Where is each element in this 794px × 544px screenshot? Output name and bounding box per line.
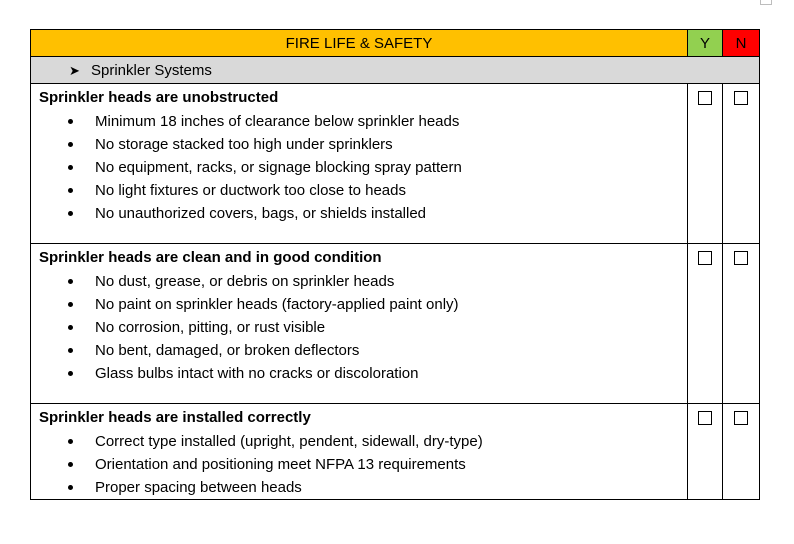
bullet-icon xyxy=(68,439,73,444)
item-text: No corrosion, pitting, or rust visible xyxy=(95,319,326,336)
yes-cell xyxy=(688,84,723,244)
bullet-icon xyxy=(68,302,73,307)
bullet-icon xyxy=(68,211,73,216)
item-text: No equipment, racks, or signage blocking spray pattern xyxy=(95,159,462,176)
yes-checkbox[interactable] xyxy=(698,411,712,425)
no-checkbox[interactable] xyxy=(734,91,748,105)
yes-column-header: Y xyxy=(688,30,723,57)
item-list xyxy=(39,430,679,499)
no-cell xyxy=(723,84,760,244)
item-text: Minimum 18 inches of clearance below sprinkler heads xyxy=(95,113,460,130)
no-checkbox[interactable] xyxy=(734,251,748,265)
section-cell xyxy=(31,84,688,244)
arrowhead-bullet-icon: ➤ xyxy=(69,62,80,78)
bullet-icon xyxy=(68,279,73,284)
yes-checkbox[interactable] xyxy=(698,91,712,105)
section-row xyxy=(31,404,760,500)
item-text: No storage stacked too high under sprinklers xyxy=(95,136,393,153)
bullet-icon xyxy=(68,325,73,330)
list-item xyxy=(39,453,679,476)
list-item xyxy=(39,476,679,499)
section-heading: FIRE LIFE & SAFETY xyxy=(31,30,688,57)
section-cell xyxy=(31,404,688,500)
item-text: Correct type installed (upright, pendent, sidewall, dry-type) xyxy=(95,433,483,450)
list-item xyxy=(39,316,679,339)
subheader-label: Sprinkler Systems xyxy=(91,61,212,79)
yes-cell xyxy=(688,404,723,500)
list-item xyxy=(39,270,679,293)
no-cell xyxy=(723,244,760,404)
no-column-header: N xyxy=(723,30,760,57)
bullet-icon xyxy=(68,462,73,467)
list-item xyxy=(39,202,679,225)
section-row xyxy=(31,244,760,404)
item-text: Proper spacing between heads xyxy=(95,479,302,496)
yes-checkbox[interactable] xyxy=(698,251,712,265)
bullet-icon xyxy=(68,485,73,490)
yes-cell xyxy=(688,244,723,404)
subheader xyxy=(31,62,759,79)
no-cell xyxy=(723,404,760,500)
item-text: Orientation and positioning meet NFPA 13 requirements xyxy=(95,456,466,473)
section-title: Sprinkler heads are unobstructed xyxy=(39,89,279,106)
bullet-icon xyxy=(68,142,73,147)
bullet-icon xyxy=(68,119,73,124)
header-row xyxy=(31,30,760,57)
section-row xyxy=(31,84,760,244)
item-text: Glass bulbs intact with no cracks or discoloration xyxy=(95,365,419,382)
list-item xyxy=(39,156,679,179)
no-checkbox[interactable] xyxy=(734,411,748,425)
list-item xyxy=(39,179,679,202)
list-item xyxy=(39,430,679,453)
fire-safety-checklist-table xyxy=(30,29,760,500)
item-text: No light fixtures or ductwork too close to heads xyxy=(95,182,406,199)
item-list xyxy=(39,110,679,225)
page-corner-mark xyxy=(760,0,772,5)
list-item xyxy=(39,362,679,385)
section-title: Sprinkler heads are installed correctly xyxy=(39,409,311,426)
item-text: No bent, damaged, or broken deflectors xyxy=(95,342,360,359)
item-text: No unauthorized covers, bags, or shields installed xyxy=(95,205,427,222)
list-item xyxy=(39,339,679,362)
section-cell xyxy=(31,244,688,404)
list-item xyxy=(39,293,679,316)
list-item xyxy=(39,133,679,156)
item-text: No paint on sprinkler heads (factory-applied paint only) xyxy=(95,296,459,313)
section-title: Sprinkler heads are clean and in good condition xyxy=(39,249,382,266)
bullet-icon xyxy=(68,371,73,376)
bullet-icon xyxy=(68,348,73,353)
subheader-row xyxy=(31,57,760,84)
bullet-icon xyxy=(68,188,73,193)
bullet-icon xyxy=(68,165,73,170)
list-item xyxy=(39,110,679,133)
item-text: No dust, grease, or debris on sprinkler heads xyxy=(95,273,395,290)
item-list xyxy=(39,270,679,385)
